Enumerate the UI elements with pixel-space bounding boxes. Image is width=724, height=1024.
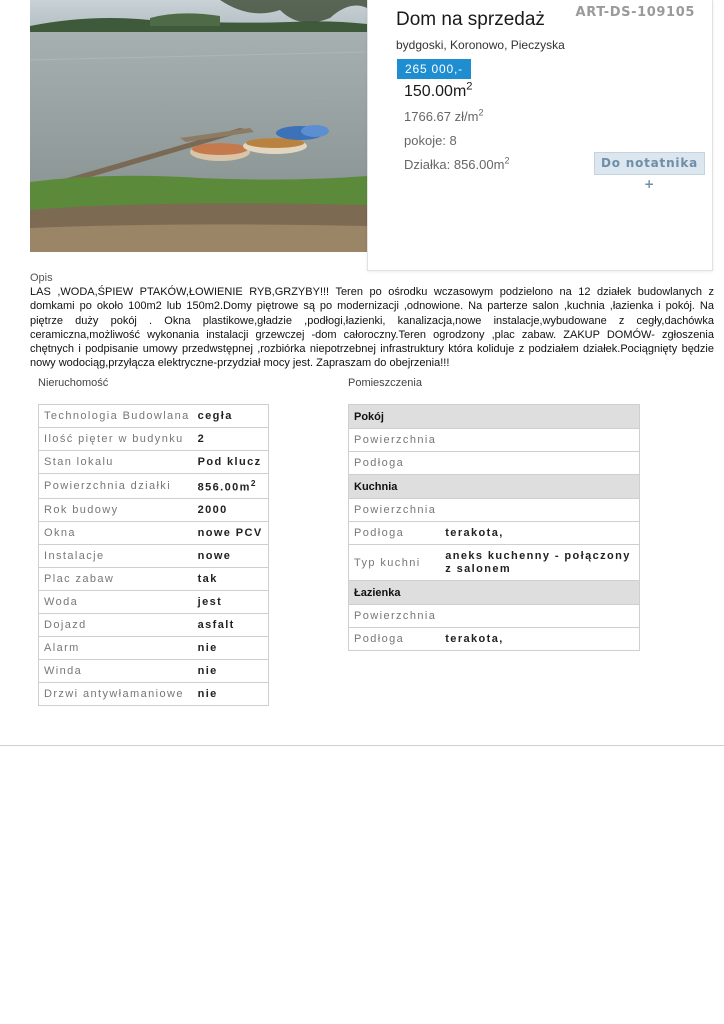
room-value: terakota, [441, 628, 639, 651]
property-key: Woda [39, 591, 195, 614]
property-section-label: Nieruchomość [38, 377, 109, 389]
table-row [39, 545, 269, 568]
room-group-name: Łazienka [349, 581, 640, 605]
room-value [441, 452, 639, 475]
room-group-header [349, 475, 640, 499]
table-row [349, 452, 640, 475]
property-value: 2 [195, 428, 269, 451]
property-value: $856.00m^2$ [195, 474, 269, 499]
room-key: Powierzchnia [349, 429, 442, 452]
property-key: Alarm [39, 637, 195, 660]
lake-photo-image [30, 0, 367, 252]
room-value [441, 429, 639, 452]
room-key: Podłoga [349, 452, 442, 475]
property-value: 2000 [195, 499, 269, 522]
table-row [39, 591, 269, 614]
table-row [39, 499, 269, 522]
property-value: nowe PCV [195, 522, 269, 545]
room-key: Powierzchnia [349, 499, 442, 522]
property-value: nie [195, 660, 269, 683]
room-key: Podłoga [349, 628, 442, 651]
table-row [39, 683, 269, 706]
listing-info-card [367, 0, 713, 271]
listing-photo[interactable] [30, 0, 367, 252]
property-details-table [38, 404, 269, 706]
property-key: Rok budowy [39, 499, 195, 522]
rooms-details-table [348, 404, 640, 651]
property-value: nie [195, 683, 269, 706]
property-key: Instalacje [39, 545, 195, 568]
table-row [349, 522, 640, 545]
table-row [39, 451, 269, 474]
table-row [39, 474, 269, 499]
property-key: Drzwi antywłamaniowe [39, 683, 195, 706]
property-key: Powierzchnia działki [39, 474, 195, 499]
room-value [441, 605, 639, 628]
property-value: jest [195, 591, 269, 614]
price-badge: 265 000,- [397, 59, 471, 79]
area-value: $150.00m^2$ [404, 80, 473, 100]
reference-code: ART-DS-109105 [575, 5, 695, 20]
room-key: Podłoga [349, 522, 442, 545]
room-group-name: Pokój [349, 405, 640, 429]
table-row [39, 637, 269, 660]
property-key: Dojazd [39, 614, 195, 637]
table-row [39, 660, 269, 683]
property-key: Stan lokalu [39, 451, 195, 474]
room-value [441, 499, 639, 522]
page-divider [0, 745, 724, 746]
add-to-notebook-button[interactable]: Do notatnika + [594, 152, 705, 175]
property-value: Pod klucz [195, 451, 269, 474]
room-group-header [349, 405, 640, 429]
property-key: Plac zabaw [39, 568, 195, 591]
table-row [349, 628, 640, 651]
property-value: nie [195, 637, 269, 660]
room-key: Typ kuchni [349, 545, 442, 581]
table-row [39, 522, 269, 545]
room-group-name: Kuchnia [349, 475, 640, 499]
room-value: terakota, [441, 522, 639, 545]
table-row [39, 568, 269, 591]
property-key: Winda [39, 660, 195, 683]
room-group-header [349, 581, 640, 605]
rooms-count: pokoje: 8 [404, 133, 457, 148]
table-row [349, 545, 640, 581]
property-key: Okna [39, 522, 195, 545]
property-key: Ilość pięter w budynku [39, 428, 195, 451]
table-row [39, 405, 269, 428]
room-key: Powierzchnia [349, 605, 442, 628]
listing-title: Dom na sprzedaż [396, 9, 545, 30]
table-row [39, 428, 269, 451]
table-row [349, 499, 640, 522]
plot-area: Działka: $856.00m^2$ [404, 155, 510, 172]
table-row [349, 605, 640, 628]
property-key: Technologia Budowlana [39, 405, 195, 428]
property-value: tak [195, 568, 269, 591]
description-label: Opis [30, 272, 53, 284]
table-row [39, 614, 269, 637]
property-value: nowe [195, 545, 269, 568]
table-row [349, 429, 640, 452]
rooms-section-label: Pomieszczenia [348, 377, 422, 389]
room-value: aneks kuchenny - połączony z salonem [441, 545, 639, 581]
description-text: LAS ,WODA,ŚPIEW PTAKÓW,ŁOWIENIE RYB,GRZYBY!!! Teren po ośrodku wczasowym podzielono na 12 działek budowlanych z domkami po około 100m2 lub 150m2.Domy piętrowe są po modernizacji ,odnowione. Na parterze salon ,kuchnia ,łazienka i pokój. Na piętrze duży pokój . Okna plastikowe,gładzie ,podłogi,łazienki, kanalizacja,nowe instalacje,wybudowane z cegły,dachówka ceramiczna,możliwość wykonania instalacji grzewczej -dom całoroczny.Teren ogrodzony ,plac zabaw. ZAKUP DOMÓW- zgłoszenia chętnych i podpisanie umowy przedwstępnej ,rozbiórka niepotrzebnej infrastruktury która koliduje z podziałem działek.Pociągnięty będzie nowy wodociąg,przyłącza elektryczne-przydział mocy jest. Zapraszam do obejrzenia!!! [30, 286, 714, 370]
listing-location: bydgoski, Koronowo, Pieczyska [396, 38, 565, 52]
property-value: cegła [195, 405, 269, 428]
price-per-m2: 1766.67 $zł/m^2$ [404, 107, 484, 124]
property-value: asfalt [195, 614, 269, 637]
